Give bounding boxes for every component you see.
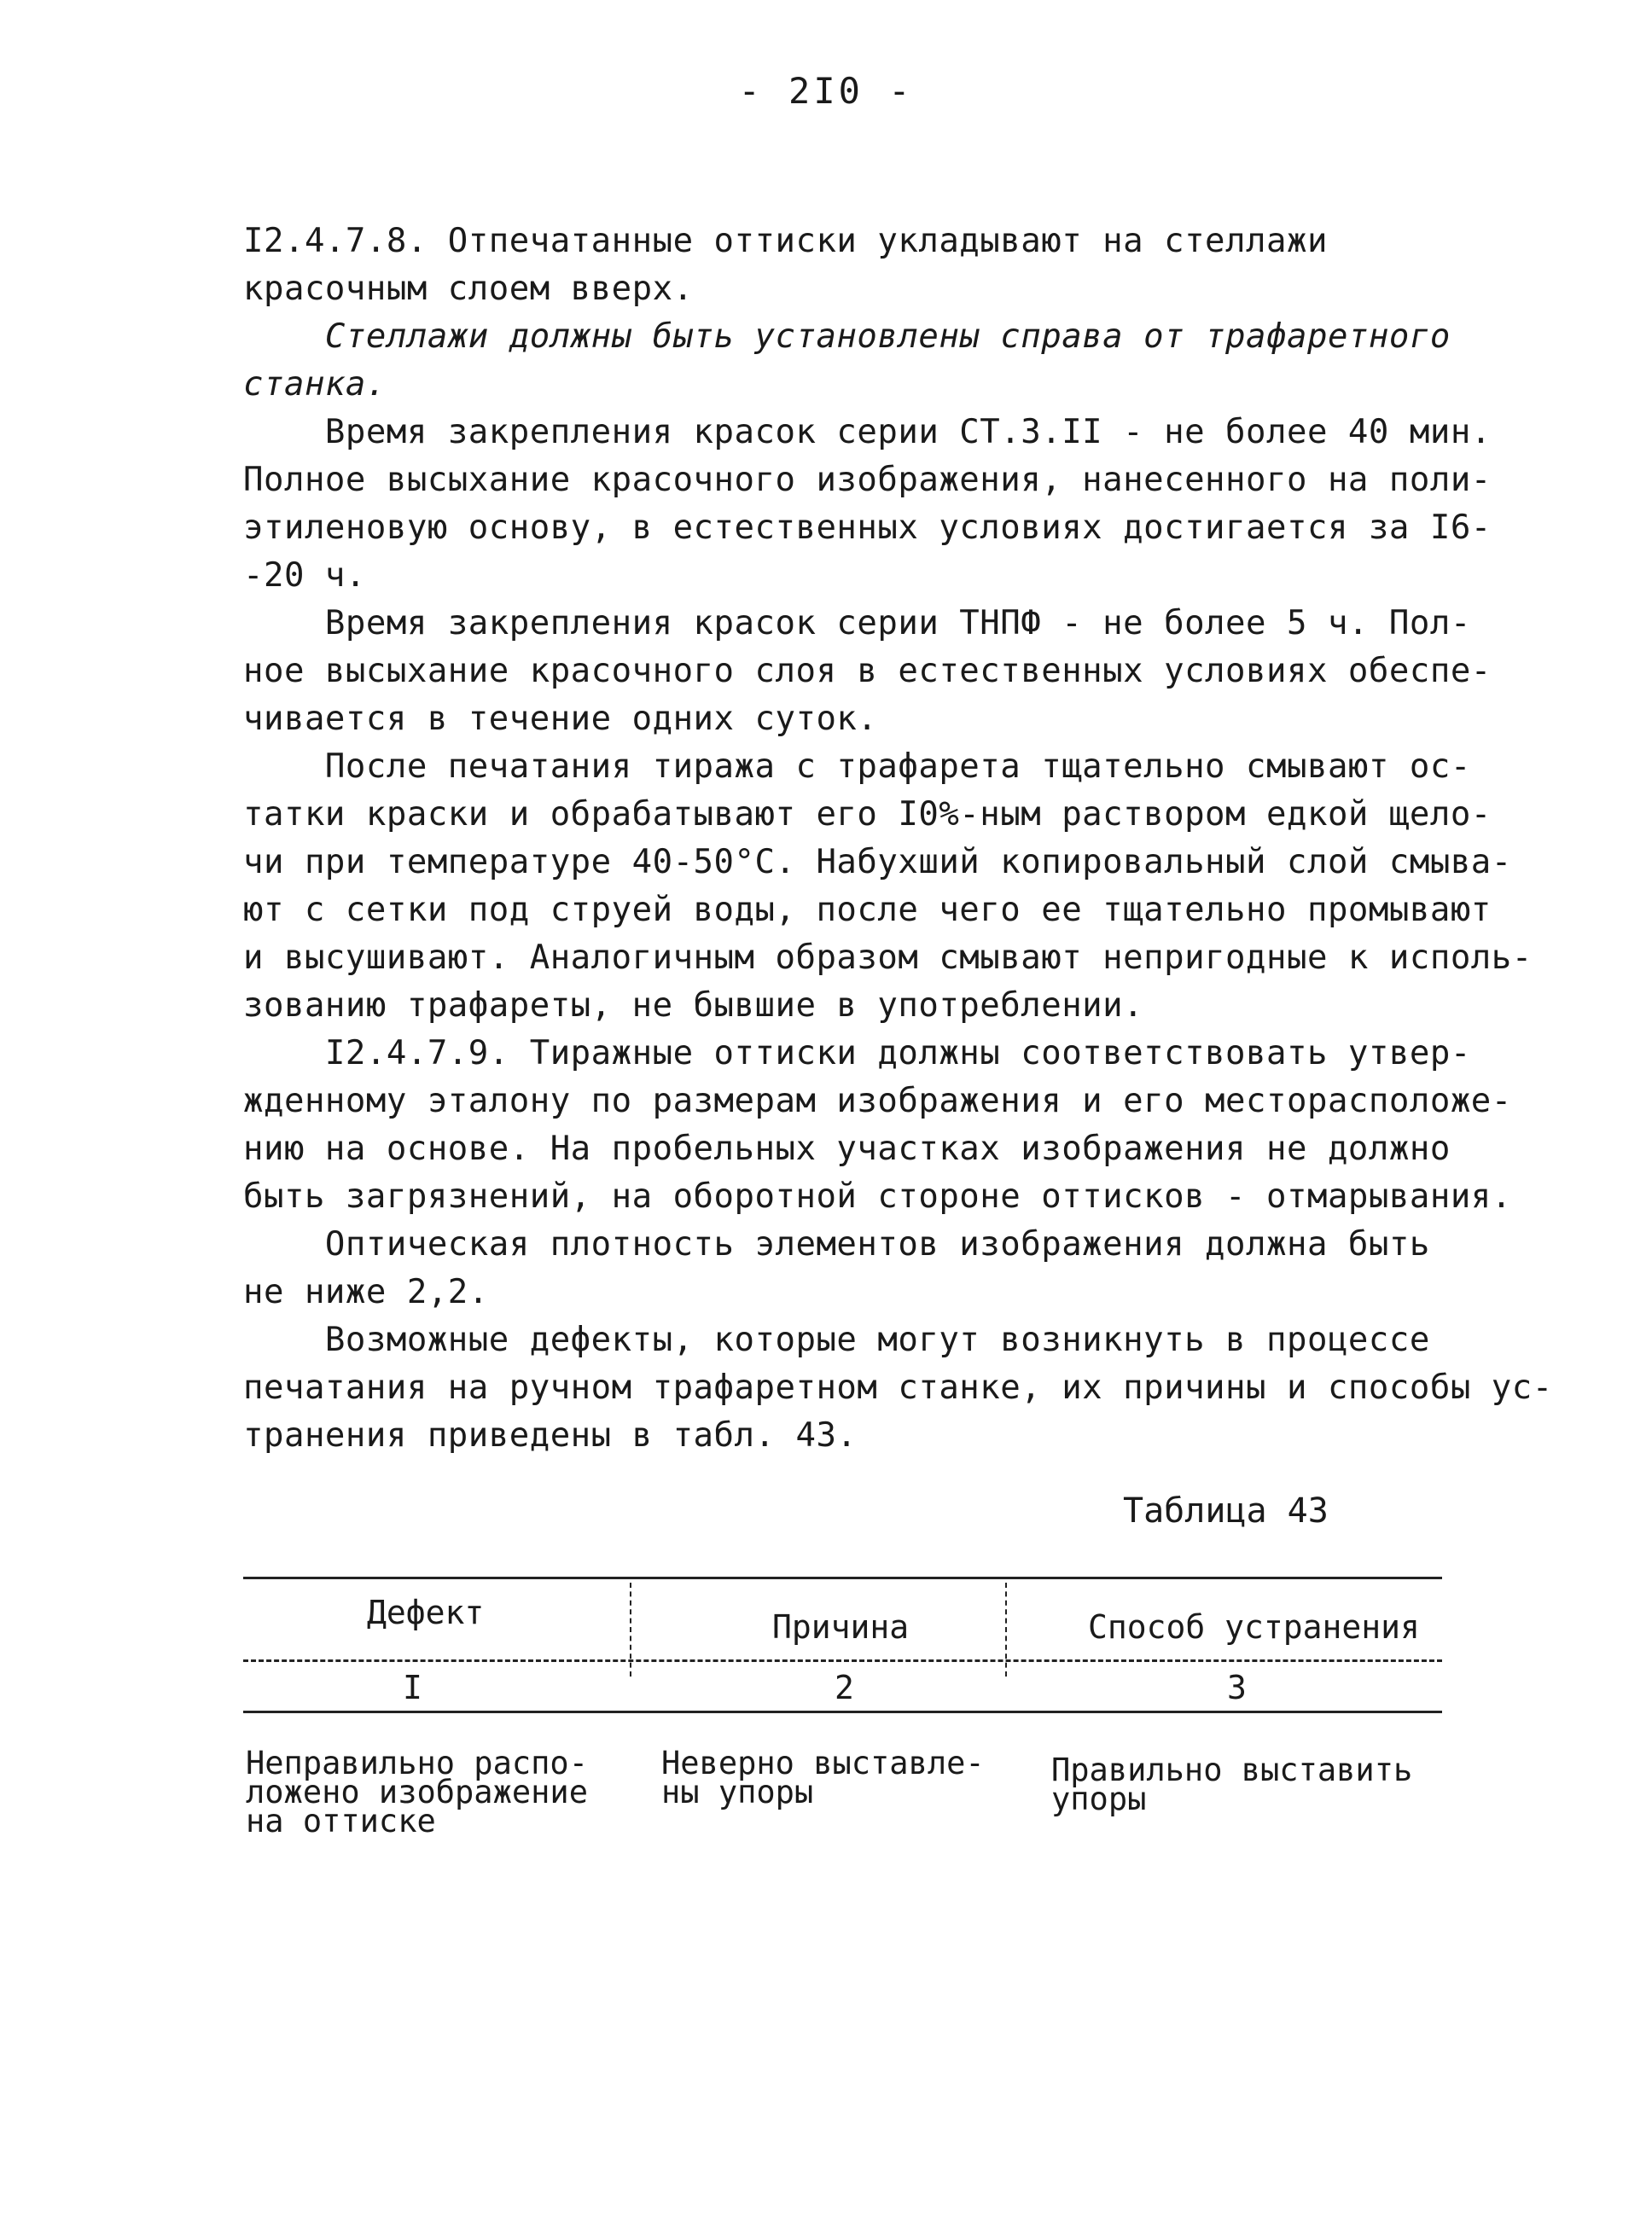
cell-defect-line: на оттиске xyxy=(246,1803,436,1839)
text-line: Оптическая плотность элементов изображения должна быть xyxy=(243,1225,1430,1264)
table-cell xyxy=(1051,1752,1413,1817)
text-line: I2.4.7.9. Тиражные оттиски должны соответствовать утвер- xyxy=(243,1034,1471,1072)
text-line: После печатания тиража с трафарета тщательно смывают ос- xyxy=(243,747,1471,786)
header-remedy: Способ устранения xyxy=(1088,1608,1420,1646)
text-line: станка. xyxy=(243,365,387,404)
column-number: I xyxy=(403,1669,422,1706)
cell-defect-line: ложено изображение xyxy=(246,1774,588,1810)
column-number: 2 xyxy=(835,1669,854,1706)
column-number: 3 xyxy=(1227,1669,1247,1706)
text-line: Стеллажи должны быть установлены справа от трафаретного xyxy=(243,317,1451,356)
text-line: Возможные дефекты, которые могут возникнуть в процессе xyxy=(243,1321,1430,1359)
cell-cause-line: ны упоры xyxy=(661,1774,814,1810)
text-line: -20 ч. xyxy=(243,556,366,595)
text-line: татки краски и обрабатывают его I0%-ным раствором едкой щело- xyxy=(243,795,1492,834)
cell-remedy-line: Правильно выставить xyxy=(1051,1752,1413,1788)
text-line: чи при температуре 40-50°С. Набухший копировальный слой смыва- xyxy=(243,843,1512,881)
text-line: быть загрязнений, на оборотной стороне оттисков - отмарывания. xyxy=(243,1177,1512,1216)
table-cell xyxy=(661,1745,985,1810)
table-caption: Таблица 43 xyxy=(1123,1491,1329,1531)
column-separator xyxy=(1005,1583,1007,1677)
text-line: Время закрепления красок серии ТНПФ - не более 5 ч. Пол- xyxy=(243,604,1471,642)
table-header-bottom-rule xyxy=(243,1711,1442,1713)
text-line: зованию трафареты, не бывшие в употреблении. xyxy=(243,986,1144,1025)
text-line: Полное высыхание красочного изображения, нанесенного на поли- xyxy=(243,461,1492,499)
column-separator xyxy=(630,1583,631,1677)
text-line: чивается в течение одних суток. xyxy=(243,700,878,738)
header-cause: Причина xyxy=(772,1608,910,1646)
text-line: ют с сетки под струей воды, после чего ее тщательно промывают xyxy=(243,891,1492,929)
text-line: транения приведены в табл. 43. xyxy=(243,1416,858,1455)
text-line: красочным слоем вверх. xyxy=(243,270,694,308)
table-top-rule xyxy=(243,1577,1442,1579)
text-line: I2.4.7.8. Отпечатанные оттиски укладывают на стеллажи xyxy=(243,222,1328,260)
cell-defect-line: Неправильно распо- xyxy=(246,1745,588,1781)
text-line: жденному эталону по размерам изображения и его месторасположе- xyxy=(243,1082,1512,1120)
text-line: и высушивают. Аналогичным образом смывают непригодные к исполь- xyxy=(243,939,1533,977)
text-line: не ниже 2,2. xyxy=(243,1273,489,1311)
header-defect: Дефект xyxy=(367,1594,485,1631)
header-dashed-rule xyxy=(243,1659,1442,1662)
text-line: нию на основе. На пробельных участках изображения не должно xyxy=(243,1130,1451,1168)
text-line: Время закрепления красок серии СТ.3.II - не более 40 мин. xyxy=(243,413,1492,451)
cell-remedy-line: упоры xyxy=(1051,1781,1147,1817)
page-number: - 2I0 - xyxy=(738,70,914,112)
text-line: ное высыхание красочного слоя в естественных условиях обеспе- xyxy=(243,652,1492,690)
text-line: печатания на ручном трафаретном станке, их причины и способы ус- xyxy=(243,1369,1553,1407)
table-row xyxy=(246,1745,588,1839)
cell-cause-line: Неверно выставле- xyxy=(661,1745,985,1781)
text-line: этиленовую основу, в естественных условиях достигается за I6- xyxy=(243,509,1492,547)
